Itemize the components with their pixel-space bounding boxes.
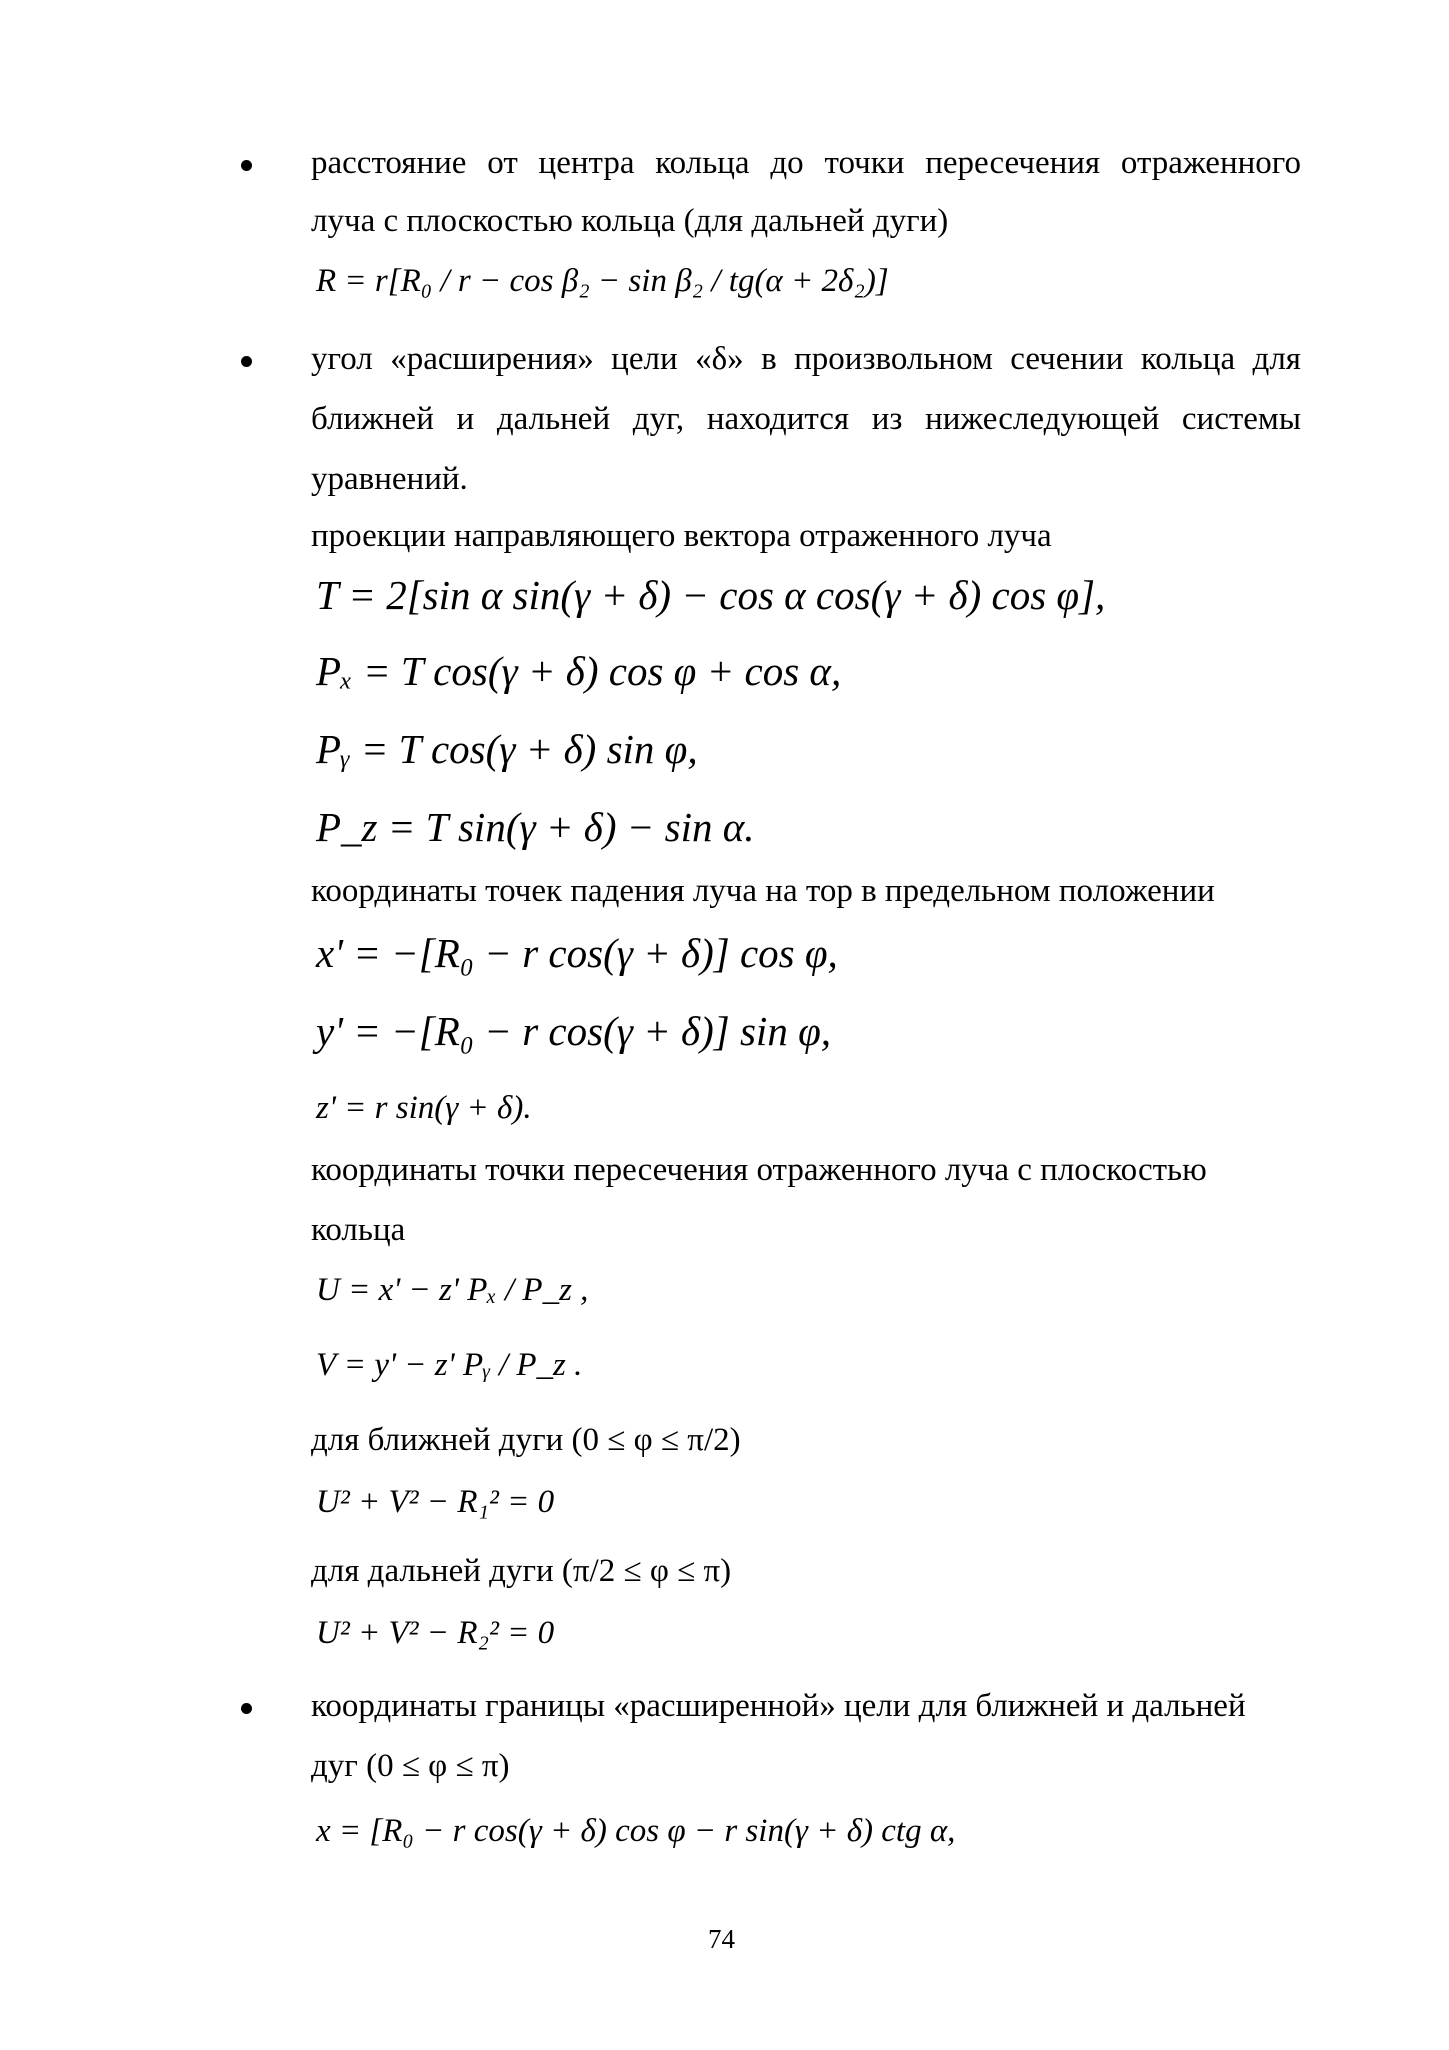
formula-x-prime: x' = −[R₀ − r cos(γ + δ)] cos φ, bbox=[316, 930, 838, 976]
bullet-2-line-3: уравнений. bbox=[311, 461, 468, 497]
bullet-3-line-1: координаты границы «расширенной» цели для ближней и дальней bbox=[311, 1688, 1246, 1724]
projections-heading: проекции направляющего вектора отраженного луча bbox=[311, 518, 1052, 554]
bullet-2-line-1: угол «расширения» цели «δ» в произвольном сечении кольца для bbox=[311, 341, 1301, 377]
formula-z-prime: z' = r sin(γ + δ). bbox=[316, 1090, 532, 1126]
bullet-2 bbox=[241, 356, 252, 367]
formula-V: V = y' − z' Pᵧ / P_z . bbox=[316, 1347, 583, 1383]
formula-Py: Pᵧ = T cos(γ + δ) sin φ, bbox=[316, 726, 698, 772]
formula-R: R = r[R₀ / r − cos β₂ − sin β₂ / tg(α + 2δ₂)] bbox=[316, 263, 889, 299]
page-number: 74 bbox=[708, 1924, 735, 1954]
bullet-2-line-2: ближней и дальней дуг, находится из нижеследующей системы bbox=[311, 401, 1301, 437]
formula-T: T = 2[sin α sin(γ + δ) − cos α cos(γ + δ) cos φ], bbox=[316, 572, 1106, 618]
bullet-1-line-2: луча с плоскостью кольца (для дальней дуги) bbox=[311, 203, 949, 239]
formula-far-arc: U² + V² − R₂² = 0 bbox=[316, 1615, 555, 1651]
formula-Pz: P_z = T sin(γ + δ) − sin α. bbox=[316, 804, 755, 850]
incidence-heading: координаты точек падения луча на тор в предельном положении bbox=[311, 873, 1215, 909]
bullet-3 bbox=[241, 1703, 252, 1714]
near-arc-heading: для ближней дуги (0 ≤ φ ≤ π/2) bbox=[311, 1422, 741, 1458]
far-arc-heading: для дальней дуги (π/2 ≤ φ ≤ π) bbox=[311, 1553, 732, 1589]
bullet-3-line-2: дуг (0 ≤ φ ≤ π) bbox=[311, 1748, 510, 1784]
intersection-heading-2: кольца bbox=[311, 1212, 406, 1248]
formula-near-arc: U² + V² − R₁² = 0 bbox=[316, 1484, 555, 1520]
formula-y-prime: y' = −[R₀ − r cos(γ + δ)] sin φ, bbox=[316, 1008, 832, 1054]
formula-Px: Pₓ = T cos(γ + δ) cos φ + cos α, bbox=[316, 648, 842, 694]
intersection-heading-1: координаты точки пересечения отраженного луча с плоскостью bbox=[311, 1152, 1207, 1188]
formula-x-boundary: x = [R₀ − r cos(γ + δ) cos φ − r sin(γ + δ) ctg α, bbox=[316, 1813, 956, 1849]
bullet-1 bbox=[241, 160, 252, 171]
bullet-1-line-1: расстояние от центра кольца до точки пересечения отраженного bbox=[311, 145, 1301, 181]
formula-U: U = x' − z' Pₓ / P_z , bbox=[316, 1272, 589, 1308]
